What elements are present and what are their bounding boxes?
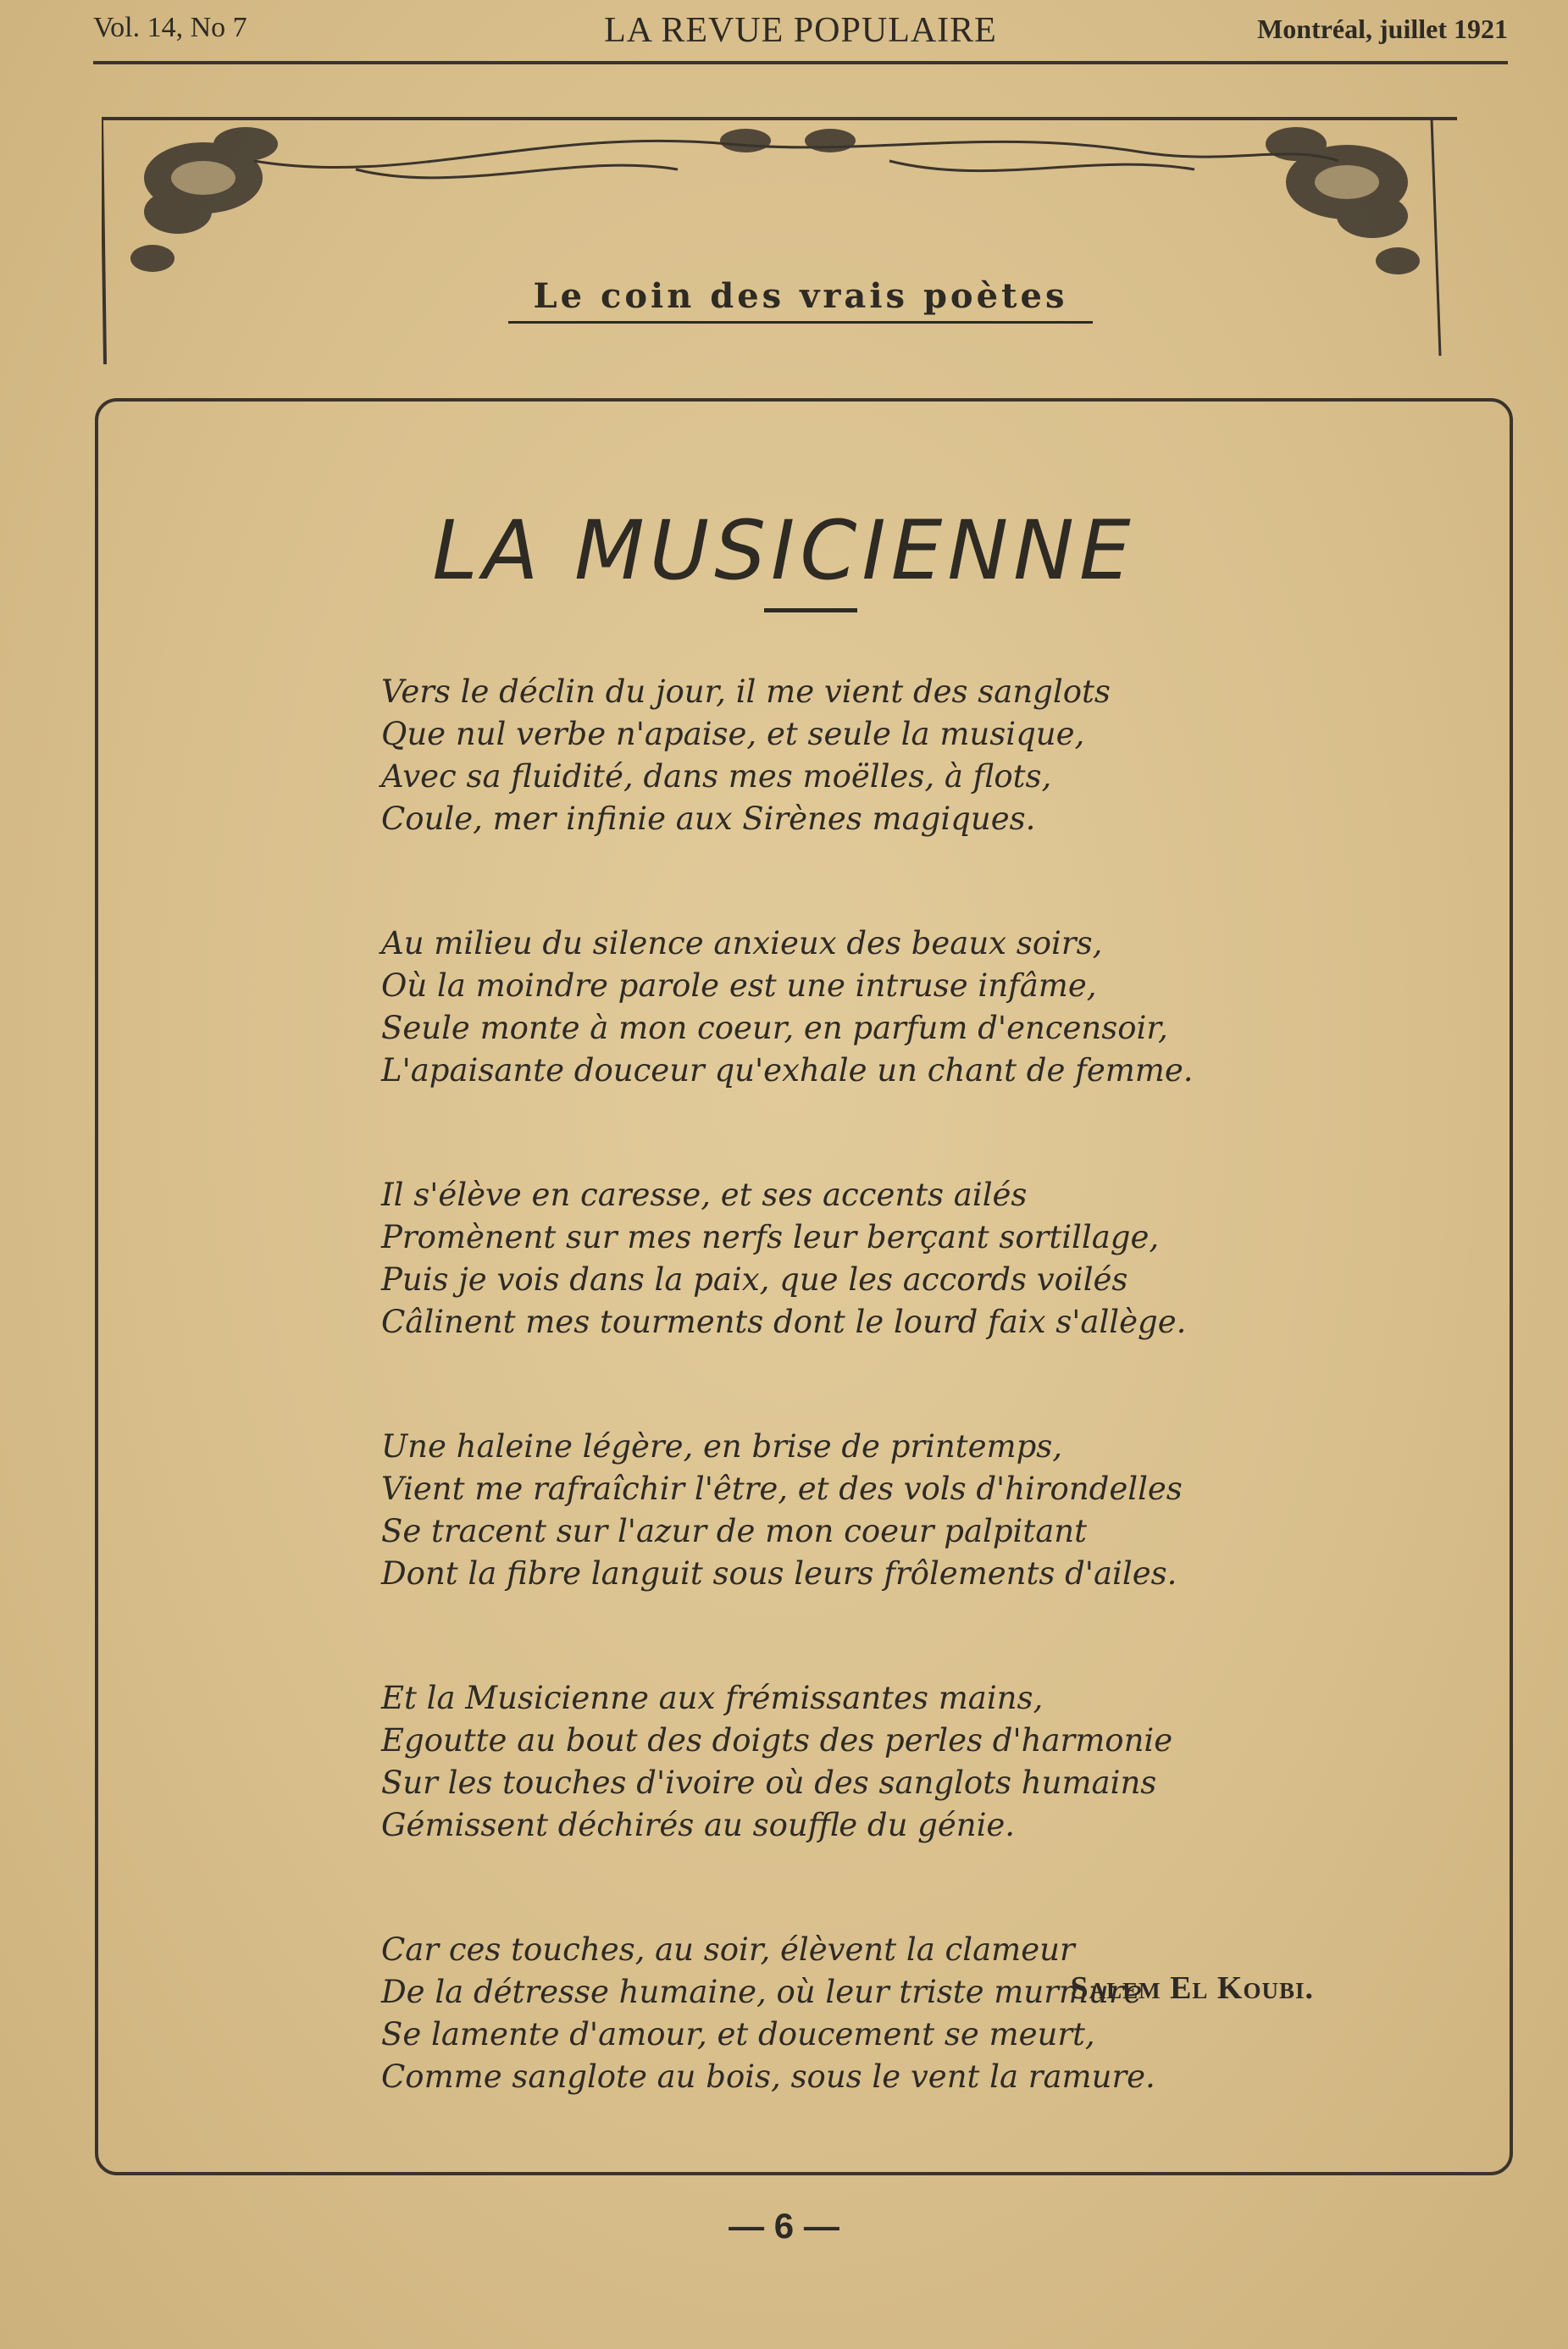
poem-line: Où la moindre parole est une intruse infâme,: [381, 967, 1097, 1004]
poem-line: Promènent sur mes nerfs leur berçant sortillage,: [381, 1219, 1160, 1255]
author-signature: Salem El Koubi.: [1070, 1970, 1314, 2006]
poem-line: Se tracent sur l'azur de mon coeur palpitant: [381, 1513, 1087, 1549]
poem-line: Une haleine légère, en brise de printemps,: [381, 1428, 1063, 1465]
poem-line: Coule, mer infinie aux Sirènes magiques.: [381, 801, 1036, 837]
issue-date: Montréal, juillet 1921: [1257, 14, 1508, 44]
poem-line: Sur les touches d'ivoire où des sanglots humains: [381, 1765, 1157, 1801]
poem-title: LA MUSICIENNE: [432, 503, 1136, 599]
poem-line: Câlinent mes tourments dont le lourd faix s'allège.: [381, 1304, 1187, 1340]
poem-line: Car ces touches, au soir, élèvent la clameur: [381, 1931, 1075, 1968]
volume-number: Vol. 14, No 7: [93, 12, 247, 43]
stanza: [381, 1929, 1355, 2098]
poem-line: Au milieu du silence anxieux des beaux soirs,: [381, 925, 1103, 961]
poem-line: Vers le déclin du jour, il me vient des sanglots: [381, 673, 1111, 710]
poem-line: Dont la fibre languit sous leurs frôlements d'ailes.: [381, 1555, 1177, 1592]
floral-ornament-graphic: [102, 110, 1457, 364]
poem-line: Comme sanglote au bois, sous le vent la ramure.: [381, 2058, 1155, 2095]
page-number: — 6 —: [729, 2206, 839, 2246]
floral-ornament-illustration: [102, 110, 1457, 364]
poem-line: Seule monte à mon coeur, en parfum d'encensoir,: [381, 1010, 1168, 1046]
poem-line: Egoutte au bout des doigts des perles d'harmonie: [381, 1722, 1173, 1759]
poem-line: De la détresse humaine, où leur triste murmure: [381, 1974, 1143, 2010]
poem-line: L'apaisante douceur qu'exhale un chant de femme.: [381, 1052, 1194, 1089]
poem-body: [381, 671, 1355, 2180]
poem-line: Se lamente d'amour, et doucement se meurt,: [381, 2016, 1095, 2053]
stanza: [381, 922, 1355, 1092]
stanza: [381, 671, 1355, 840]
poem-line: Il s'élève en caresse, et ses accents ailés: [381, 1177, 1028, 1213]
poem-line: Puis je vois dans la paix, que les accords voilés: [381, 1261, 1128, 1298]
poem-line: Que nul verbe n'apaise, et seule la musique,: [381, 716, 1085, 752]
poem-line: Gémissent déchirés au souffle du génie.: [381, 1807, 1016, 1843]
poem-line: Vient me rafraîchir l'être, et des vols d'hirondelles: [381, 1471, 1183, 1507]
page-header: [93, 5, 1508, 64]
publication-title: LA REVUE POPULAIRE: [604, 11, 997, 50]
section-title: Le coin des vrais poètes: [508, 276, 1093, 324]
poem-line: Et la Musicienne aux frémissantes mains,: [381, 1680, 1044, 1716]
stanza: [381, 1174, 1355, 1343]
title-divider: [764, 608, 857, 612]
stanza: [381, 1426, 1355, 1595]
poem-line: Avec sa fluidité, dans mes moëlles, à flots,: [381, 758, 1052, 795]
stanza: [381, 1677, 1355, 1847]
